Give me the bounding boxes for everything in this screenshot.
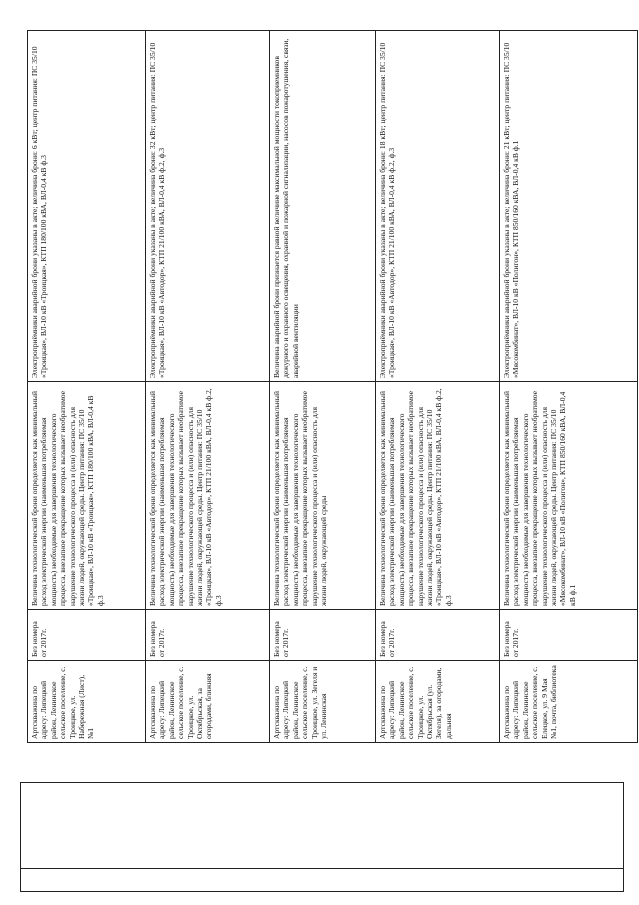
table-row [28,31,146,743]
act-number-cell: Без номера от 2017г. [270,610,376,661]
tech-reserve-cell: Величина технологической брони определяется как минимальный расход электрической энергии (наименьшая потребляемая мощность) необходимые для завершения технологического процесса, внезапное прекращение которых вызывает необратимое нарушение технологического процесса и (или) опасность для жизни людей, окружающей среды. Центр питания: ПС 35/10 «Троицкая», ВЛ-10 кВ «Автодор», КТП 21/100 кВА, ВЛ-0,4 кВ ф.2, ф.3 [146,382,270,610]
table-row [146,31,270,743]
empty-row-divider [20,868,624,869]
address-cell: Артскважина по адресу: Липецкий район, Ленинское сельское поселение, с. Троицкое, ул. Октябрьская (ул. Зегеля), за огородами, дальняя [376,661,500,743]
empty-row-divider [20,891,624,892]
tech-reserve-cell: Величина технологической брони определяется как минимальный расход электрической энергии (наименьшая потребляемая мощность) необходимые для завершения технологического процесса, внезапное прекращение которых вызывает необратимое нарушение технологического процесса и (или) опасность для жизни людей, окружающей среды. Центр питания: ПС 35/10 «Мясокомбинат», ВЛ-10 кВ «Полигон», КТП 850/160 кВА, ВЛ-0,4 кВ ф.1 [500,382,638,610]
emergency-reserve-cell: Электроприёмники аварийной брони указаны в акте; величина брони: 18 кВт; центр питания: ПС 35/10 «Троицкая», ВЛ-10 кВ «Автодор», КТП 21/100 кВА, ВЛ-0,4 кВ ф.2, ф.3 [376,31,500,382]
empty-row-divider [20,782,624,783]
tech-reserve-cell: Величина технологической брони определяется как минимальный расход электрической энергии (наименьшая потребляемая мощность) необходимые для завершения технологического процесса, внезапное прекращение которых вызывает необратимое нарушение технологического процесса и (или) опасность для жизни людей, окружающей среды. Центр питания: ПС 35/10 «Троицкая», ВЛ-10 кВ «Автодор», КТП 21/100 кВА, ВЛ-0,4 кВ ф.2, ф.3 [376,382,500,610]
emergency-reserve-cell: Электроприёмники аварийной брони указаны в акте; величина брони: 21 кВт; центр питания: ПС 35/10 «Мясокомбинат», ВЛ-10 кВ «Полигон», КТП 850/160 кВА, ВЛ-0,4 кВ ф.1 [500,31,638,382]
tech-reserve-cell: Величина технологической брони определяется как минимальный расход электрической энергии (наименьшая потребляемая мощность) необходимые для завершения технологического процесса, внезапное прекращение которых вызывает необратимое нарушение технологического процесса и (или) опасность для жизни людей, окружающей среды. Центр питания: ПС 35/10 «Троицкая», ВЛ-10 кВ «Троицкая», КТП 180/100 кВА, ВЛ-0,4 кВ ф.3 [28,382,146,610]
address-cell: Артскважина по адресу: Липецкий район, Ленинское сельское поселение, с. Троицкое, ул. Октябрьская, за огородами, ближняя [146,661,270,743]
table-right-border [623,782,624,892]
act-number-cell: Без номера от 2017г. [500,610,638,661]
table-left-border [20,782,21,892]
address-cell: Артскважина по адресу: Липецкий район, Ленинское сельское поселение, с. Елецкое, ул. 9 Мая №1, почта, библиотека [500,661,638,743]
table-row [376,31,500,743]
tech-reserve-cell: Величина технологической брони определяется как минимальный расход электрической энергии (наименьшая потребляемая мощность) необходимые для завершения технологического процесса, внезапное прекращение которых вызывает необратимое нарушение технологического процесса и (или) опасность для жизни людей, окружающей среды [270,382,376,610]
address-cell: Артскважина по адресу: Липецкий район, Ленинское сельское поселение, с. Троицкое, ул. Зегеля и ул. Ленинская [270,661,376,743]
reserve-table [27,30,638,743]
emergency-reserve-cell: Электроприёмники аварийной брони указаны в акте; величина брони: 32 кВт; центр питания: ПС 35/10 «Троицкая», ВЛ-10 кВ «Автодор», КТП 21/100 кВА, ВЛ-0,4 кВ ф.2, ф.3 [146,31,270,382]
act-number-cell: Без номера от 2017г. [146,610,270,661]
table-row [270,31,376,743]
address-cell: Артскважина по адресу: Липецкий район, Ленинское сельское поселение, с. Троицкое, ул. Набережная (Лист), №1 [28,661,146,743]
emergency-reserve-cell: Величина аварийной брони признается равной величине максимальной мощности токоприемников дежурного и охранного освещения, охранной и пожарной сигнализации, насосов пожаротушения, связи, аварийной вентиляции [270,31,376,382]
table-row [500,31,638,743]
emergency-reserve-cell: Электроприёмники аварийной брони указаны в акте; величина брони: 6 кВт; центр питания: ПС 35/10 «Троицкая», ВЛ-10 кВ «Троицкая», КТП 180/100 кВА, ВЛ-0,4 кВ ф.3 [28,31,146,382]
act-number-cell: Без номера от 2017г. [28,610,146,661]
act-number-cell: Без номера от 2017г. [376,610,500,661]
